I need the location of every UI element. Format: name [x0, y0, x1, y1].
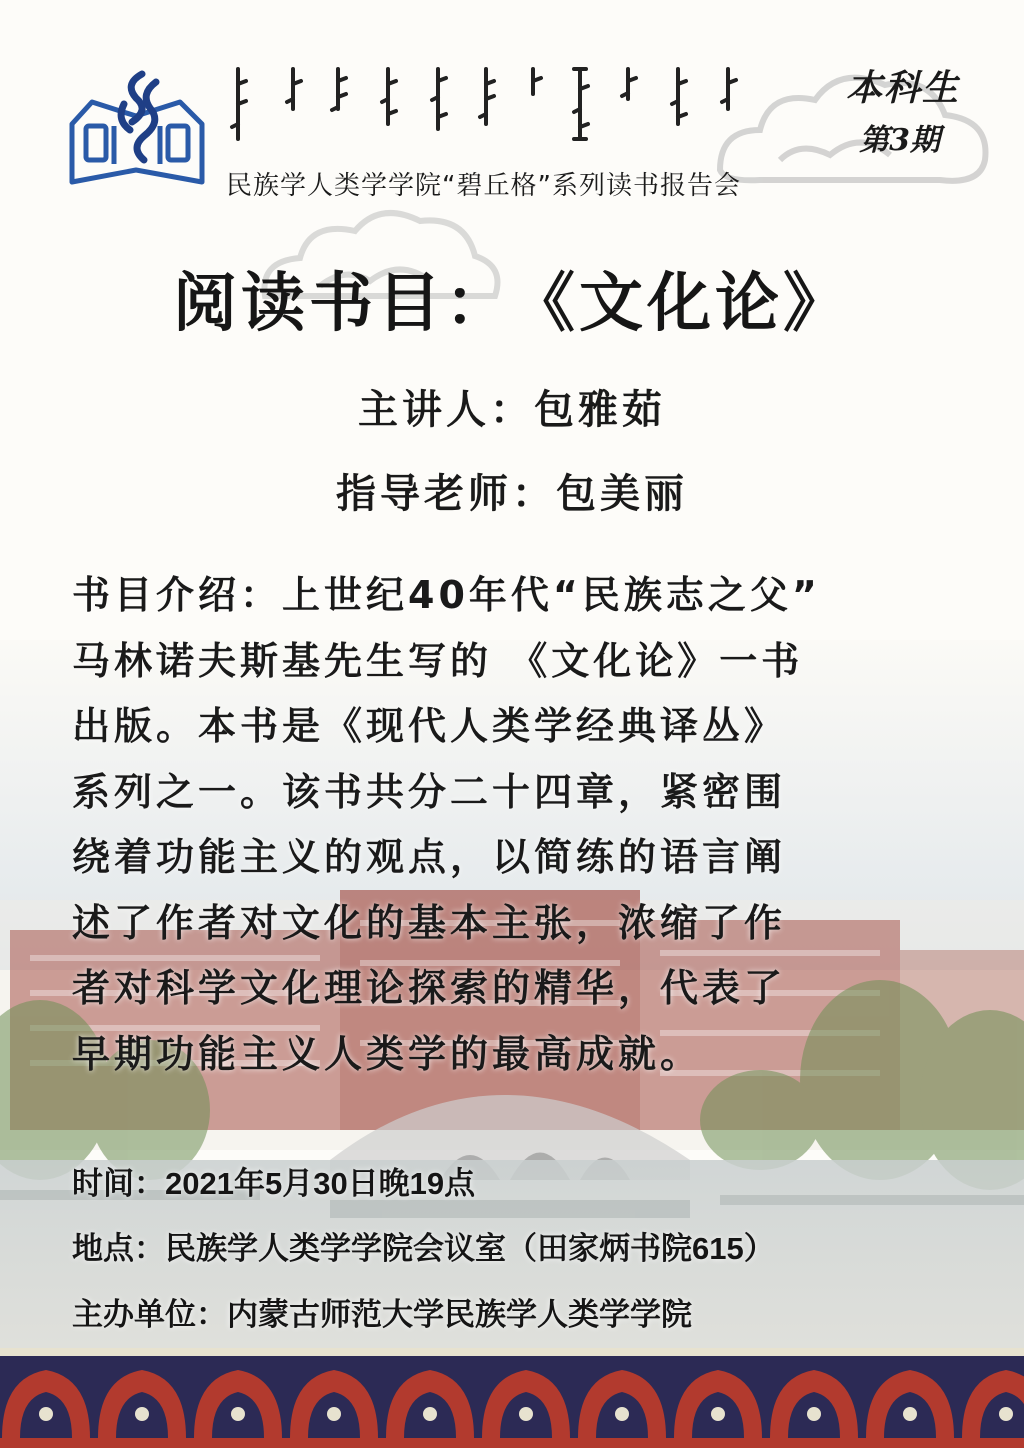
intro-line: 书目介绍：上世纪40年代“民族志之父” [72, 573, 821, 617]
border-dot-motif [327, 1407, 341, 1421]
speaker-name: 包雅茹 [534, 387, 666, 433]
intro-line: 出版。本书是《现代人类学经典译丛》 [72, 704, 787, 748]
edition-issue: 第3期 [859, 123, 940, 158]
border-dot-motif [519, 1407, 533, 1421]
intro-line: 系列之一。该书共分二十四章，紧密围 [72, 769, 787, 814]
advisor-name: 包美丽 [556, 471, 688, 517]
book-introduction [72, 563, 952, 1087]
border-dot-motif [231, 1407, 245, 1421]
intro-line: 述了作者对文化的基本主张，浓缩了作 [72, 900, 787, 945]
book-title-label: 阅读书目： [173, 267, 513, 341]
event-organizer: 主办单位：内蒙古师范大学民族学人类学学院 [72, 1297, 692, 1332]
edition-category: 本科生 [845, 67, 960, 109]
mongolian-script-title [228, 64, 748, 144]
border-dot-motif [711, 1407, 725, 1421]
college-logo-icon [64, 64, 209, 189]
border-dot-motif [903, 1407, 917, 1421]
intro-line: 者对科学文化理论探索的精华，代表了 [72, 966, 787, 1010]
border-dot-motif [39, 1407, 53, 1421]
speaker-line [0, 378, 1024, 435]
advisor-label: 指导老师： [336, 471, 556, 517]
book-title-line [0, 252, 1024, 344]
border-dot-motif [999, 1407, 1013, 1421]
intro-line: 马林诺夫斯基先生写的 《文化论》一书 [72, 638, 804, 683]
speaker-label: 主讲人： [358, 387, 534, 433]
border-dot-motif [807, 1407, 821, 1421]
intro-line: 早期功能主义人类学的最高成就。 [72, 1031, 703, 1076]
series-title: 民族学人类学学院“碧丘格”系列读书报告会 [226, 171, 741, 201]
ornamental-border [0, 1348, 1024, 1448]
border-dot-motif [615, 1407, 629, 1421]
edition-box [820, 60, 960, 159]
book-title: 《文化论》 [543, 267, 851, 341]
event-time: 时间：2021年5月30日晚19点 [72, 1166, 476, 1201]
border-dot-motif [135, 1407, 149, 1421]
border-dot-motif [423, 1407, 437, 1421]
event-place: 地点：民族学人类学学院会议室（田家炳书院615） [72, 1231, 775, 1266]
intro-line: 绕着功能主义的观点，以简练的语言阐 [72, 835, 787, 879]
advisor-line [0, 462, 1024, 519]
